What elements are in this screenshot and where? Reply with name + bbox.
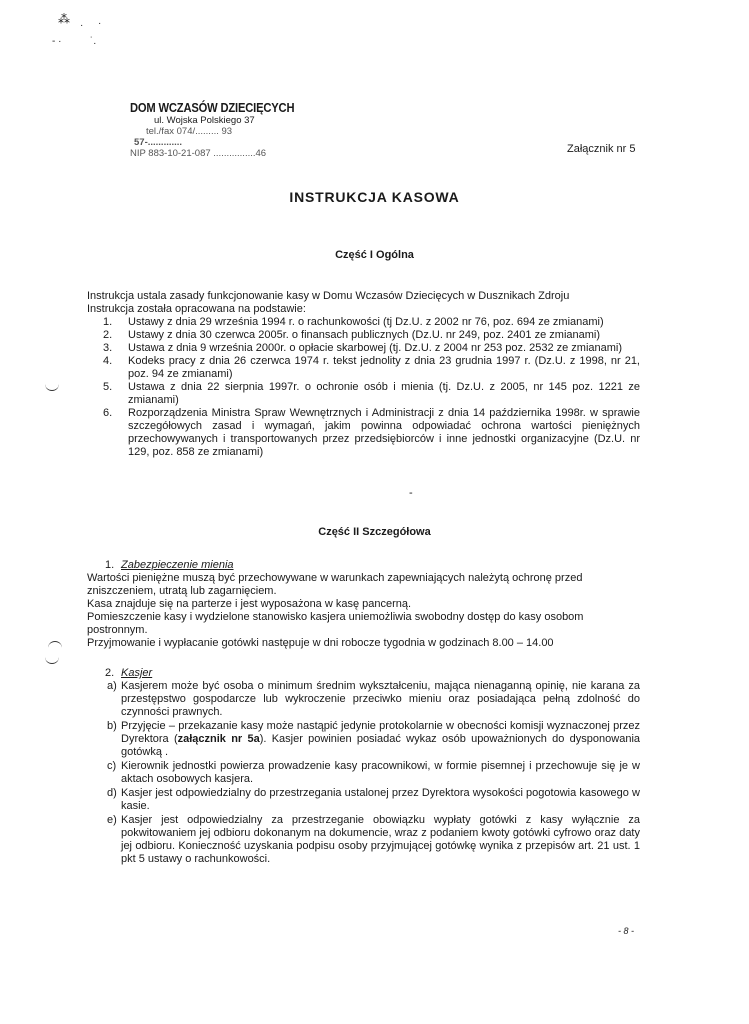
punch-hole-mark — [45, 657, 59, 664]
section1-heading: 1. Zabezpieczenie mienia — [105, 559, 234, 571]
section2-heading: 2. Kasjer — [105, 667, 153, 679]
list-item: d) Kasjer jest odpowiedzialny do przestrzegania ustalonej przez Dyrektora wysokości pogotowia kasowego w kasie. — [107, 787, 640, 812]
stamp-street: ul. Wojska Polskiego 37 — [154, 115, 255, 126]
list-item: 1. Ustawy z dnia 29 września 1994 r. o rachunkowości (tj Dz.U. z 2002 nr 76, poz. 694 ze zmianami) — [103, 316, 604, 328]
scan-speck: · — [80, 20, 84, 31]
list-item: c) Kierownik jednostki powierza prowadzenie kasy pracownikowi, w formie pisemnej i przechowuje się je w aktach osobowych kasjera. — [107, 760, 640, 785]
legal-basis-list — [87, 316, 640, 459]
part1-body — [87, 290, 640, 459]
list-item: 3. Ustawa z dnia 9 września 2000r. o opłacie skarbowej (tj. Dz.U. z 2004 nr 253 poz. 2532 ze zmianami) — [103, 342, 623, 354]
stamp-name: DOM WCZASÓW DZIECIĘCYCH — [130, 100, 295, 115]
attachment-label: Załącznik nr 5 — [567, 143, 636, 155]
list-item: 6. Rozporządzenia Ministra Spraw Wewnętrznych i Administracji z dnia 14 października 1998r. w sprawie szczegółowych zasad i wymagań, jakim powinna odpowiadać ochrona wartości pieniężnych przechowywanych i transportowanych przez przedsiębiorców i inne jednostki organizacyjne (Dz.U. nr 129, poz. 858 ze zmianami) — [103, 407, 640, 458]
stamp-postal: 57-............. — [134, 137, 183, 148]
separator-dash: - — [409, 487, 413, 499]
list-item: 4. Kodeks pracy z dnia 26 czerwca 1974 r. tekst jednolity z dnia 23 grudnia 1997 r. (Dz.U. z 1998, nr 21, poz. 94 ze zmianami) — [103, 355, 640, 380]
list-item: 2. Ustawy z dnia 30 czerwca 2005r. o finansach publicznych (Dz.U. nr 249, poz. 2401 ze zmianami) — [103, 329, 601, 341]
document-title: INSTRUKCJA KASOWA — [289, 189, 460, 205]
scan-speck: · — [98, 18, 102, 29]
part1-intro: Instrukcja ustala zasady funkcjonowanie kasy w Domu Wczasów Dziecięcych w Dusznikach Zdroju — [87, 290, 570, 302]
punch-hole-mark — [45, 384, 59, 391]
page-number: - 8 - — [618, 926, 635, 936]
list-item: e) Kasjer jest odpowiedzialny za przestrzeganie obowiązku wypłaty gotówki z kasy wyłącznie za pokwitowaniem jej odbioru dokonanym na dokumencie, wraz z podaniem kwoty gotówki cyfrowo oraz daty jej odbioru. Konieczność uzyskania podpisu osoby przyjmującej gotówkę wynika z przepisów art. 21 ust. 1 pkt 5 ustawy o rachunkowości. — [107, 814, 640, 865]
stamp-phone: tel./fax 074/......... 93 — [146, 126, 233, 137]
institution-stamp — [130, 100, 320, 159]
scan-speck: ˙. — [90, 36, 97, 47]
part2-heading: Część II Szczegółowa — [318, 526, 431, 538]
scan-speck: ‐ · — [52, 36, 62, 47]
paragraph: Przyjmowanie i wypłacanie gotówki następuje w dni robocze tygodnia w godzinach 8.00 – 14.00 — [87, 637, 554, 649]
paragraph: Kasa znajduje się na parterze i jest wyposażona w kasę pancerną. — [87, 598, 412, 610]
paragraph: Wartości pieniężne muszą być przechowywane w warunkach zapewniających należytą ochronę przed zniszczeniem, utratą lub zagarnięciem. — [87, 572, 583, 597]
part2-body — [87, 559, 640, 867]
scan-speck: ⁂ — [58, 12, 70, 26]
cashier-rules-list — [87, 680, 640, 866]
list-item: b) Przyjęcie – przekazanie kasy może nastąpić jedynie protokolarnie w obecności komisji wyznaczonej przez Dyrektora (załącznik nr 5a). Kasjer powinien posiadać wykaz osób upoważnionych do dysponowania gotówką . — [107, 720, 641, 758]
part1-heading: Część I Ogólna — [335, 249, 414, 261]
part1-intro: Instrukcja została opracowana na podstawie: — [87, 303, 306, 315]
stamp-nip: NIP 883-10-21-087 ................46 — [130, 148, 267, 159]
list-item: 5. Ustawa z dnia 22 sierpnia 1997r. o ochronie osób i mienia (tj. Dz.U. z 2005, nr 145 poz. 1221 ze zmianami) — [103, 381, 640, 406]
list-item: a) Kasjerem może być osoba o minimum średnim wykształceniu, mająca nienaganną opinię, nie karana za przestępstwo gospodarcze lub wykroczenie przeciwko mieniu oraz posiadająca pełną zdolność do czynności prawnych. — [107, 680, 640, 718]
punch-hole-mark — [48, 641, 62, 648]
paragraph: Pomieszczenie kasy i wydzielone stanowisko kasjera uniemożliwia swobodny dostęp do kasy osobom postronnym. — [87, 611, 584, 636]
